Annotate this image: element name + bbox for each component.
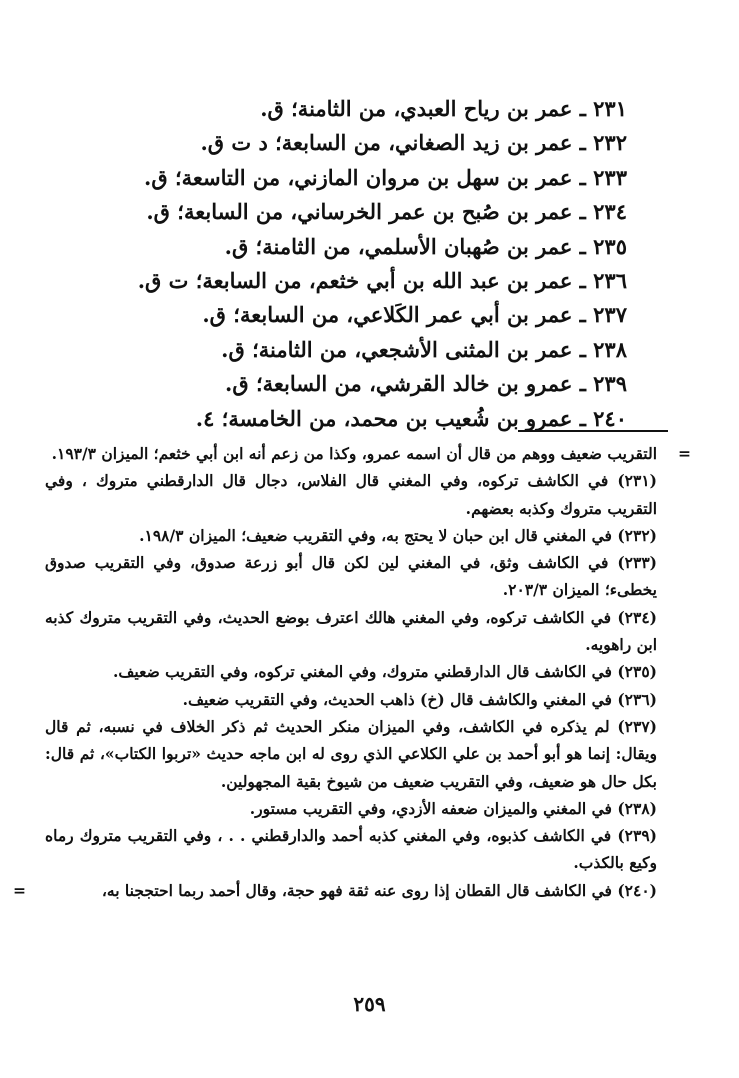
footnote-text: (٢٣٦) في المغني والكاشف قال (خ) ذاهب الحديث، وفي التقريب ضعيف.: [182, 689, 657, 709]
footnote-237: [45, 713, 657, 795]
footnote-236: [45, 686, 657, 713]
footnote-text: (٢٣٩) في الكاشف كذبوه، وفي المغني كذبه أحمد والدارقطني . . ، وفي التقريب متروك رماه وكيع بالكذب.: [45, 826, 657, 873]
footnote-text: (٢٣٧) لم يذكره في الكاشف، وفي الميزان منكر الحديث ثم ذكر الخلاف في نسبه، ثم قال ويقال: إنما هو أبو أحمد بن علي الكلاعي الذي روى له ابن ماجه حديث «تربوا الكتاب»، ثم قال: بكل حال هو ضعيف، وفي التقريب ضعيف من شيوخ بقية المجهولين.: [45, 716, 657, 791]
footnote-text: (٢٣٤) في الكاشف تركوه، وفي المغني هالك اعترف بوضع الحديث، وفي التقريب متروك كذبه ابن راهويه.: [45, 607, 657, 655]
entry-237: ٢٣٧ ـ عمر بن أبي عمر الكَلاعي، من السابعة؛ ق.: [202, 302, 627, 328]
entry-240: ٢٤٠ ـ عمرو بن شُعيب بن محمد، من الخامسة؛ ٤.: [195, 405, 627, 431]
footnote-continued: [45, 440, 691, 467]
entry-231: ٢٣١ ـ عمر بن رياح العبدي، من الثامنة؛ ق.: [260, 96, 627, 121]
entries-list: [67, 92, 627, 436]
footnote-240: [13, 877, 657, 904]
footnote-232: [45, 522, 657, 549]
footnote-235: [45, 658, 657, 685]
footnote-239: [45, 822, 657, 877]
entry-234: ٢٣٤ ـ عمر بن صُبح بن عمر الخرساني، من السابعة؛ ق.: [146, 199, 627, 225]
entry-235: ٢٣٥ ـ عمر بن صُهبان الأسلمي، من الثامنة؛ ق.: [224, 233, 627, 259]
entry-236: ٢٣٦ ـ عمر بن عبد الله بن أبي خثعم، من السابعة؛ ت ق.: [137, 267, 627, 293]
footnote-238: [45, 795, 657, 822]
page-number: ٢٥٩: [353, 992, 386, 1016]
footnote-text: (٢٣١) في الكاشف تركوه، وفي المغني قال الفلاس، دجال قال الدارقطني متروك ، وفي التقريب متروك وكذبه بعضهم.: [45, 471, 657, 518]
footnote-text: (٢٣٥) في الكاشف قال الدارقطني متروك، وفي المغني تركوه، وفي التقريب ضعيف.: [112, 662, 657, 682]
footnote-text: (٢٣٣) في الكاشف وثق، في المغني لين لكن قال أبو زرعة صدوق، وفي التقريب صدوق يخطىء؛ الميزان ٢٠٣/٣.: [45, 553, 657, 600]
footnote-divider: [518, 430, 668, 432]
entry-232: ٢٣٢ ـ عمر بن زيد الصغاني، من السابعة؛ د ت ق.: [200, 130, 627, 156]
continues-mark: =: [13, 880, 26, 900]
footnote-text: (٢٣٨) في المغني والميزان ضعفه الأزدي، وفي التقريب مستور.: [249, 798, 657, 818]
footnote-231: [45, 467, 657, 522]
footnotes: [13, 440, 691, 904]
entry-238: ٢٣٨ ـ عمر بن المثنى الأشجعي، من الثامنة؛ ق.: [221, 336, 627, 362]
continued-mark: =: [678, 444, 691, 463]
footnote-234: [45, 604, 657, 659]
entry-233: ٢٣٣ ـ عمر بن سهل بن مروان المازني، من التاسعة؛ ق.: [144, 164, 627, 190]
footnote-text: (٢٣٢) في المغني قال ابن حبان لا يحتج به، وفي التقريب ضعيف؛ الميزان ١٩٨/٣.: [139, 525, 657, 545]
footnote-text: التقريب ضعيف ووهم من قال أن اسمه عمرو، وكذا من زعم أنه ابن أبي خثعم؛ الميزان ١٩٣/٣.: [51, 444, 657, 463]
footnote-233: [45, 549, 657, 604]
entry-239: ٢٣٩ ـ عمرو بن خالد القرشي، من السابعة؛ ق.: [225, 371, 627, 397]
footnote-text: (٢٤٠) في الكاشف قال القطان إذا روى عنه ثقة فهو حجة، وقال أحمد ربما احتججنا به،: [101, 880, 657, 900]
